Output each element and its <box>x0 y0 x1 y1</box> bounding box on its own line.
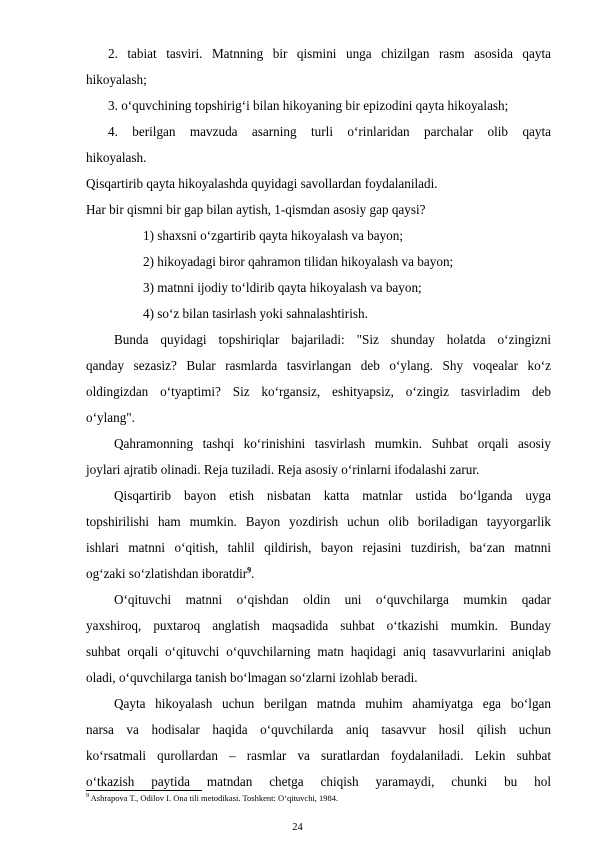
paragraph-line: oldingizdan o‘tyaptimi? Siz ko‘rgansiz, eshityapsiz, o‘zingiz tasvirladim deb <box>86 384 551 399</box>
paragraph-line: ishlari matnni o‘qitish, tahlil qildirish, bayon rejasini tuzdirish, ba‘zan matnni <box>86 540 551 555</box>
paragraph-line: Qisqartirib bayon etish nisbatan katta matnlar ustida bo‘lganda uyga <box>114 488 551 503</box>
paragraph-line: ko‘rsatmali qurollardan – rasmlar va suratlardan foydalaniladi. Lekin suhbat <box>86 748 551 763</box>
text-line: Qisqartirib qayta hikoyalashda quyidagi savollardan foydalaniladi. <box>86 176 438 191</box>
footnote <box>86 793 338 804</box>
list-item: 4. berilgan mavzuda asarning turli o‘rinlaridan parchalar olib qayta <box>108 124 551 139</box>
list-item: 2) hikoyadagi biror qahramon tilidan hikoyalash va bayon; <box>143 254 454 269</box>
list-item: 2. tabiat tasviri. Matnning bir qismini unga chizilgan rasm asosida qayta <box>108 46 551 61</box>
paragraph-line <box>86 566 551 582</box>
list-item: 1) shaxsni o‘zgartirib qayta hikoyalash va bayon; <box>143 228 404 243</box>
list-item: 4) so‘z bilan tasirlash yoki sahnalashtirish. <box>143 306 368 321</box>
paragraph-line: suhbat orqali o‘qituvchi o‘quvchilarning matn haqidagi aniq tasavvurlarini aniqlab <box>86 644 551 659</box>
footnote-marker: 9 <box>86 793 89 800</box>
paragraph-line: joylari ajratib olinadi. Reja tuziladi. Reja asosiy o‘rinlarni ifodalashi zarur. <box>86 462 480 477</box>
list-item: 3. o‘quvchining topshirig‘i bilan hikoyaning bir epizodini qayta hikoyalash; <box>108 98 509 113</box>
paragraph-line: yaxshiroq, puxtaroq anglatish maqsadida suhbat o‘tkazishi mumkin. Bunday <box>86 618 551 633</box>
footnote-reference-tail: . <box>251 566 255 581</box>
paragraph-line: topshirilishi ham mumkin. Bayon yozdirish uchun olib boriladigan tayyorgarlik <box>86 514 551 529</box>
paragraph-line: o‘tkazish paytida matndan chetga chiqish yaramaydi, chunki bu hol <box>86 774 551 789</box>
paragraph-line: narsa va hodisalar haqida o‘quvchilarda aniq tasavvur hosil qilish uchun <box>86 722 551 737</box>
paragraph-line: qanday sezasiz? Bular rasmlarda tasvirlangan deb o‘ylang. Shy voqealar ko‘z <box>86 358 551 373</box>
paragraph-line: Qayta hikoyalash uchun berilgan matnda muhim ahamiyatga ega bo‘lgan <box>114 696 551 711</box>
list-item: 3) matnni ijodiy to‘ldirib qayta hikoyalash va bayon; <box>143 280 422 295</box>
text-line: Har bir qismni bir gap bilan aytish, 1-qismdan asosiy gap qaysi? <box>86 202 426 217</box>
paragraph-line-text: og‘zaki so‘zlatishdan iboratdir <box>86 566 248 581</box>
paragraph-line: Bunda quyidagi topshiriqlar bajariladi: "Siz shunday holatda o‘zingizni <box>114 332 551 347</box>
paragraph-line: oladi, o‘quvchilarga tanish bo‘lmagan so‘zlarni izohlab beradi. <box>86 670 418 685</box>
text-line: hikoyalash; <box>86 72 147 87</box>
text-line: hikoyalash. <box>86 150 147 165</box>
footnote-divider <box>86 790 202 791</box>
paragraph-line: o‘ylang". <box>86 410 135 425</box>
footnote-reference[interactable]: 9 <box>247 565 252 575</box>
page-number: 24 <box>292 822 303 833</box>
paragraph-line: O‘qituvchi matnni o‘qishdan oldin uni o‘quvchilarga mumkin qadar <box>114 592 551 607</box>
paragraph-line: Qahramonning tashqi ko‘rinishini tasvirlash mumkin. Suhbat orqali asosiy <box>114 436 551 451</box>
footnote-text: Ashrapova T., Odilov I. Ona tili metodikasi. Toshkent: O‘qituvchi, 1984. <box>90 793 339 803</box>
